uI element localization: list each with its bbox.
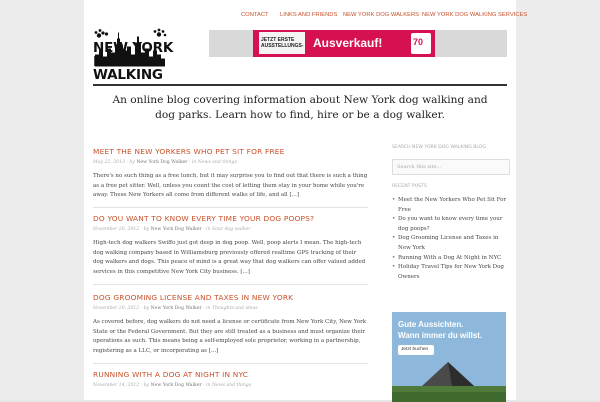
- sidebar-ad-subheadline: Wann immer du willst.: [398, 331, 483, 340]
- sidebar-ad-button[interactable]: [398, 345, 434, 355]
- nav-new-york-dog-walking-services[interactable]: NEW YORK DOG WALKING SERVICES: [422, 12, 528, 18]
- logo-line: NEW YORK: [93, 40, 174, 56]
- logo-line: DOG: [93, 53, 127, 70]
- post-author[interactable]: New York Dog Walker: [150, 306, 202, 311]
- post-author[interactable]: New York Dog Walker: [136, 160, 188, 165]
- nav-contact[interactable]: CONTACT: [241, 12, 269, 18]
- recent-post-link[interactable]: • Dog Grooming License and Taxes in New York: [392, 234, 510, 253]
- page-background-right: [516, 0, 600, 400]
- ad-banner-label-box: [259, 32, 305, 54]
- header-divider: [93, 84, 507, 86]
- sidebar-ad-headline: Gute Aussichten.: [398, 320, 464, 329]
- recent-post-link[interactable]: • Running With a Dog At Night in NYC: [392, 254, 510, 264]
- nav-links-and-friends[interactable]: LINKS AND FRIENDS: [280, 12, 338, 18]
- post-excerpt: There's no such thing as a free lunch, but it may surprise you to find out that there is such a thing as a free pet sitter. Well, unless you count the cost of letting them stay in your home while you're away. These New Yorkers all come from different walks of life, and all [...]: [93, 173, 368, 199]
- nav-new-york-dog-walkers[interactable]: NEW YORK DOG WALKERS: [343, 12, 420, 18]
- recent-posts-list: [392, 196, 510, 282]
- post: [93, 293, 368, 354]
- sidebar-ad[interactable]: [392, 312, 506, 402]
- post-meta: May 22, 2013 · by New York Dog Walker · in News and things: [93, 160, 237, 165]
- post: [93, 370, 368, 388]
- page-background-left: [0, 0, 84, 400]
- recent-posts-title: RECENT POSTS: [392, 184, 427, 189]
- site-tagline: An online blog covering information about New York dog walking and dog parks. Learn how to find, hire or be a dog walker.: [112, 94, 488, 121]
- post-excerpt: As covered before, dog walkers do not need a license or certificate from New York City, New York State or the Federal Government. But they are still treated as a business and must organize their operations as such. This means being a self-employed sole proprietor, working in a partnership, registering as a LLC, or incorporating as [...]: [93, 319, 367, 354]
- recent-post-link[interactable]: • Meet the New Yorkers Who Pet Sit For Free: [392, 196, 510, 215]
- post-category[interactable]: Sour dog walker: [211, 227, 251, 232]
- post-divider: [93, 363, 368, 364]
- site-logo-text[interactable]: [93, 42, 173, 83]
- post-category[interactable]: News and things: [197, 160, 237, 165]
- page-container: [84, 0, 528, 400]
- post-meta: November 20, 2012 · by New York Dog Walker · in Sour dog walker: [93, 227, 251, 232]
- search-input[interactable]: [392, 159, 510, 175]
- ad-banner[interactable]: [209, 30, 507, 57]
- ad-banner-content: [253, 30, 435, 57]
- recent-post-link[interactable]: • Holiday Travel Tips for New York Dog Owners: [392, 263, 510, 282]
- post-author[interactable]: New York Dog Walker: [150, 383, 202, 388]
- post-title[interactable]: DOG GROOMING LICENSE AND TAXES IN NEW YORK: [93, 293, 294, 302]
- paw-icon: [95, 29, 109, 38]
- post-meta: November 14, 2012 · by New York Dog Walker · in News and things: [93, 383, 252, 388]
- post: [93, 147, 368, 199]
- post-date: November 20, 2012: [93, 306, 140, 311]
- post-title[interactable]: RUNNING WITH A DOG AT NIGHT IN NYC: [93, 370, 249, 379]
- recent-post-link[interactable]: • Do you want to know every time your dog poops?: [392, 215, 510, 234]
- search-widget-title: SEARCH NEW YORK DOG WALKING BLOG: [392, 145, 486, 150]
- ad-banner-badge: [411, 33, 431, 54]
- post-title[interactable]: DO YOU WANT TO KNOW EVERY TIME YOUR DOG POOPS?: [93, 214, 315, 223]
- post-date: November 20, 2012: [93, 227, 140, 232]
- post-category[interactable]: News and things: [211, 383, 252, 388]
- post-title[interactable]: MEET THE NEW YORKERS WHO PET SIT FOR FREE: [93, 147, 285, 156]
- post-divider: [93, 207, 368, 208]
- post-date: November 14, 2012: [93, 383, 140, 388]
- ad-banner-badge-text: 70: [413, 37, 424, 47]
- landscape-pyramid-image: [392, 360, 506, 402]
- post-category[interactable]: Thoughts and ideas: [211, 306, 258, 311]
- post: [93, 214, 368, 275]
- ad-banner-small-text: AUSSTELLUNGS-: [261, 43, 304, 49]
- post-author[interactable]: New York Dog Walker: [150, 227, 202, 232]
- main-nav: [84, 12, 528, 24]
- post-divider: [93, 284, 368, 285]
- paw-icon: [154, 29, 167, 37]
- sidebar-ad-button-label: Jetzt buchen: [401, 347, 429, 352]
- logo-line: WALKING: [93, 67, 163, 83]
- ad-banner-headline: Ausverkauf!: [313, 36, 383, 50]
- post-meta: November 20, 2012 · by New York Dog Walker · in Thoughts and ideas: [93, 306, 258, 311]
- ad-banner-small-text: JETZT ERSTE: [261, 37, 295, 43]
- post-date: May 22, 2013: [93, 160, 125, 165]
- post-excerpt: High-tech dog walkers Swiffo just got deep in dog poop. Well, poop alerts I mean. The high-tech dog walking company based in Williamsburg previously offered realtime GPS tracking of their dog walkers and dogs. This peace of mind is a great way that dog walkers can offer valued added services in this competitive New York City business. [...]: [93, 240, 366, 275]
- search-placeholder: Search this site...: [397, 164, 442, 170]
